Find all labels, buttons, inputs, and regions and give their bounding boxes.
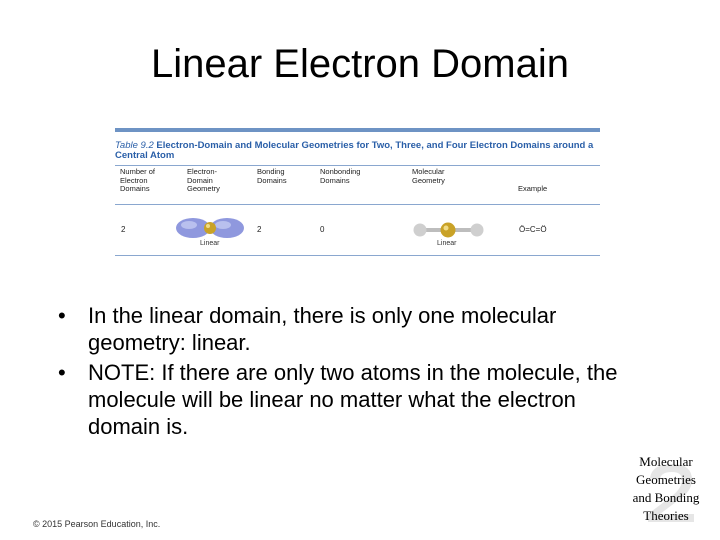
header-domain-geometry: Electron- Domain Geometry [187,167,220,193]
table-caption [115,141,600,161]
table-header-rule [115,165,600,166]
domain-geometry-label: Linear [200,240,220,247]
cell-domains: 2 [121,225,126,234]
table-row-rule [115,204,600,205]
chapter-title-label: Molecular Geometries and Bonding Theories [632,454,700,523]
bullet-text: NOTE: If there are only two atoms in the molecule, the molecule will be linear no matter what the electron domain is. [88,360,618,439]
bullet-item [58,302,618,356]
table-bottom-rule [115,255,600,256]
header-bonding-domains: Bonding Domains [257,167,287,185]
bullet-dot-icon: • [58,303,66,328]
chapter-tag [618,450,718,528]
cell-example: Ö=C=Ö [519,225,547,234]
copyright-footer: © 2015 Pearson Education, Inc. [33,519,161,529]
molecular-geometry-label: Linear [437,240,457,247]
bullet-item [58,359,618,440]
header-molecular-geometry: Molecular Geometry [412,167,445,185]
linear-domain-lobes-icon [175,213,245,243]
table-caption-text: Electron-Domain and Molecular Geometries for Two, Three, and Four Electron Domains around a Central Atom [115,140,594,161]
table-label: Table 9.2 [115,140,154,151]
linear-molecule-model-icon [411,220,486,240]
cell-nonbonding: 0 [320,225,325,234]
header-nonbonding-domains: Nonbonding Domains [320,167,361,185]
header-electron-domains: Number of Electron Domains [120,167,156,193]
bullet-dot-icon: • [58,360,66,385]
bullet-text: In the linear domain, there is only one molecular geometry: linear. [88,303,557,355]
geometry-table [115,128,600,258]
cell-bonding: 2 [257,225,262,234]
table-top-rule [115,128,600,132]
header-example: Example [518,184,548,193]
bullet-list [58,302,618,443]
slide-title: Linear Electron Domain [151,42,569,86]
